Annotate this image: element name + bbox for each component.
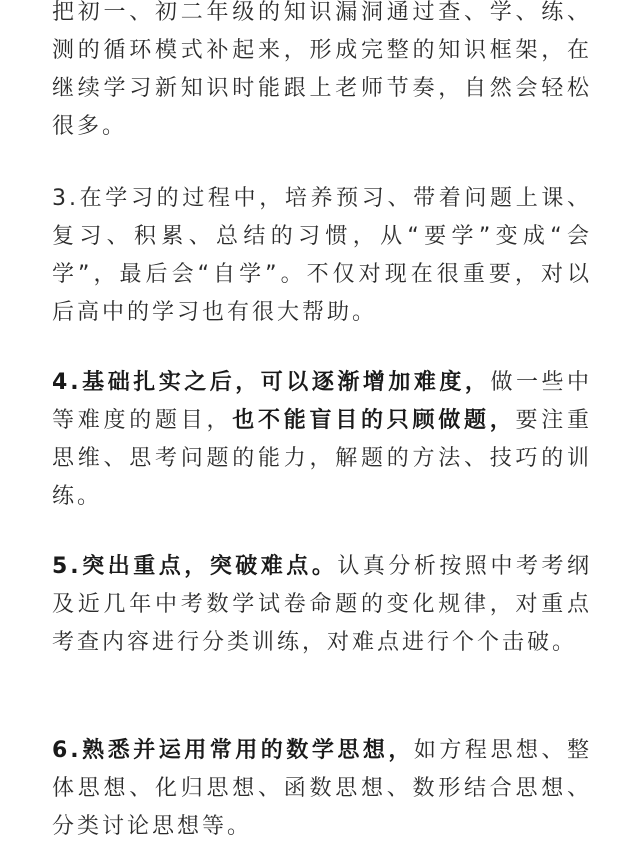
body-text: 做一些中等难度的题目， [52,370,592,433]
paragraph-study-habits: 3.在学习的过程中，培养预习、带着问题上课、复习、积累、总结的习惯，从“要学”变成“会学”，最后会“自学”。不仅对现在很重要，对以后高中的学习也有很大帮助。 [52,186,592,325]
paragraph-math-thinking [52,732,592,846]
emphasis-text: 5.突出重点，突破难点。 [52,554,338,579]
paragraph-key-points [52,548,592,662]
body-text: 如方程思想、整体思想、化归思想、函数思想、数形结合思想、分类讨论思想等。 [52,738,592,839]
body-text: 认真分析按照中考考纲及近几年中考数学试卷命题的变化规律，对重点考查内容进行分类训练，对难点进行个个击破。 [52,554,592,655]
emphasis-text: 4.基础扎实之后，可以逐渐增加难度， [52,370,491,395]
paragraph-knowledge-gaps: 把初一、初二年级的知识漏洞通过查、学、练、测的循环模式补起来，形成完整的知识框架，在继续学习新知识时能跟上老师节奏，自然会轻松很多。 [52,0,592,139]
body-text: 要注重思维、思考问题的能力，解题的方法、技巧的训练。 [52,408,592,509]
emphasis-text: 6.熟悉并运用常用的数学思想， [52,738,414,763]
paragraph-increase-difficulty [52,364,592,516]
emphasis-text: 也不能盲目的只顾做题， [232,408,516,433]
